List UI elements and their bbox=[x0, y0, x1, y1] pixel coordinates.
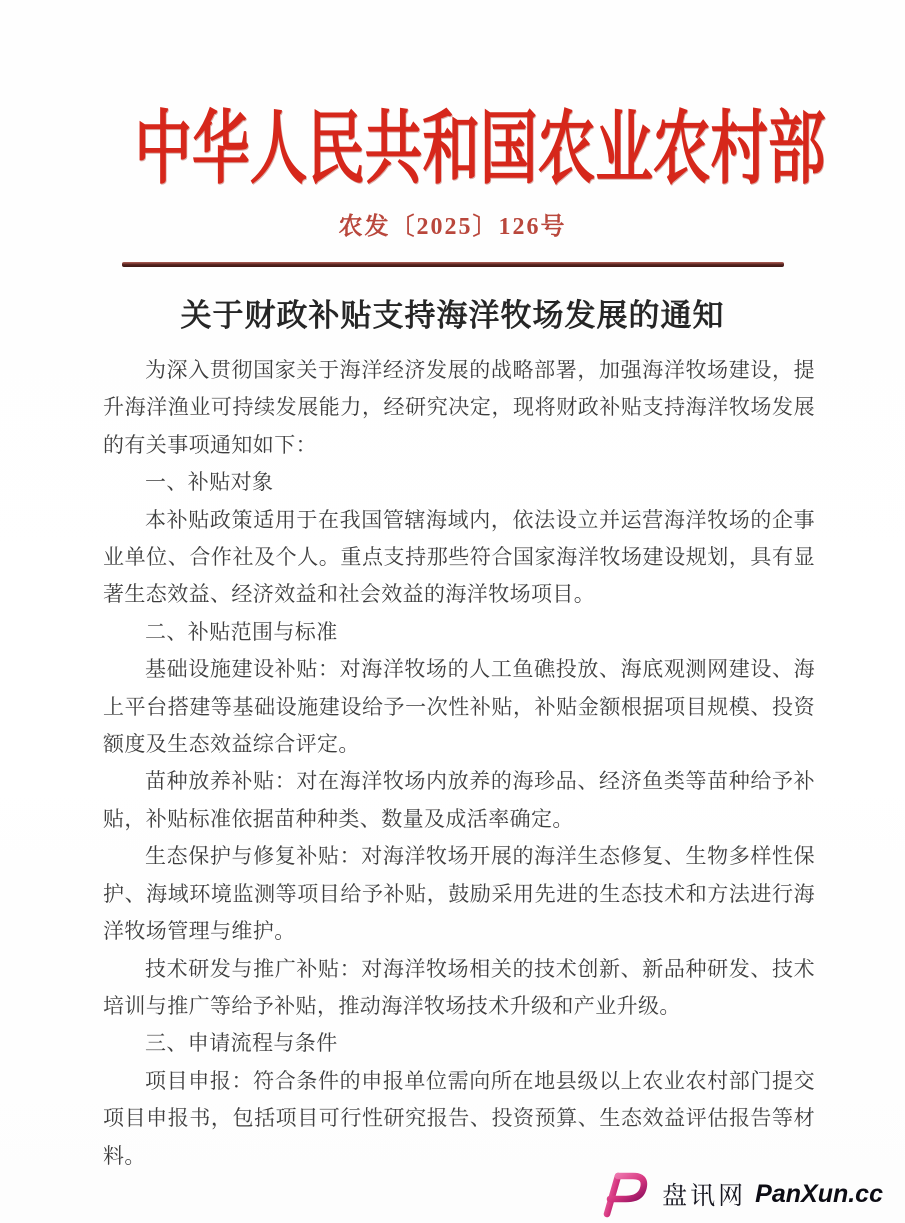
letterhead bbox=[0, 0, 905, 194]
body-paragraph: 基础设施建设补贴：对海洋牧场的人工鱼礁投放、海底观测网建设、海上平台搭建等基础设施建设给予一次性补贴，补贴金额根据项目规模、投资额度及生态效益综合评定。 bbox=[103, 657, 815, 757]
red-divider-line bbox=[122, 262, 784, 267]
document-number: 农发〔2025〕126号 bbox=[338, 214, 567, 240]
section-heading: 二、补贴范围与标准 bbox=[145, 619, 338, 644]
section-heading: 三、申请流程与条件 bbox=[145, 1031, 338, 1056]
body-paragraph: 为深入贯彻国家关于海洋经济发展的战略部署，加强海洋牧场建设，提升海洋渔业可持续发展能力，经研究决定，现将财政补贴支持海洋牧场发展的有关事项通知如下： bbox=[103, 358, 815, 457]
agency-name: 中华人民共和国农业农村部 bbox=[134, 106, 826, 194]
panxun-domain: PanXun.cc bbox=[755, 1179, 883, 1208]
body-paragraph: 项目申报：符合条件的申报单位需向所在地县级以上农业农村部门提交项目申报书，包括项目可行性研究报告、投资预算、生态效益评估报告等材料。 bbox=[103, 1068, 815, 1168]
panxun-logo-icon bbox=[571, 1170, 653, 1218]
document-body bbox=[0, 352, 905, 1175]
body-paragraph: 生态保护与修复补贴：对海洋牧场开展的海洋生态修复、生物多样性保护、海域环境监测等项目给予补贴，鼓励采用先进的生态技术和方法进行海洋牧场管理与维护。 bbox=[103, 844, 815, 944]
panxun-watermark bbox=[571, 1170, 883, 1218]
body-paragraph: 技术研发与推广补贴：对海洋牧场相关的技术创新、新品种研发、技术培训与推广等给予补贴，推动海洋牧场技术升级和产业升级。 bbox=[103, 956, 815, 1018]
panxun-site-name: 盘讯网 bbox=[662, 1182, 747, 1210]
body-paragraph: 本补贴政策适用于在我国管辖海域内，依法设立并运营海洋牧场的企事业单位、合作社及个人。重点支持那些符合国家海洋牧场建设规划，具有显著生态效益、经济效益和社会效益的海洋牧场项目。 bbox=[103, 507, 815, 607]
document-title: 关于财政补贴支持海洋牧场发展的通知 bbox=[180, 298, 725, 333]
body-paragraph: 苗种放养补贴：对在海洋牧场内放养的海珍品、经济鱼类等苗种给予补贴，补贴标准依据苗种种类、数量及成活率确定。 bbox=[103, 769, 815, 831]
section-heading: 一、补贴对象 bbox=[145, 470, 274, 495]
